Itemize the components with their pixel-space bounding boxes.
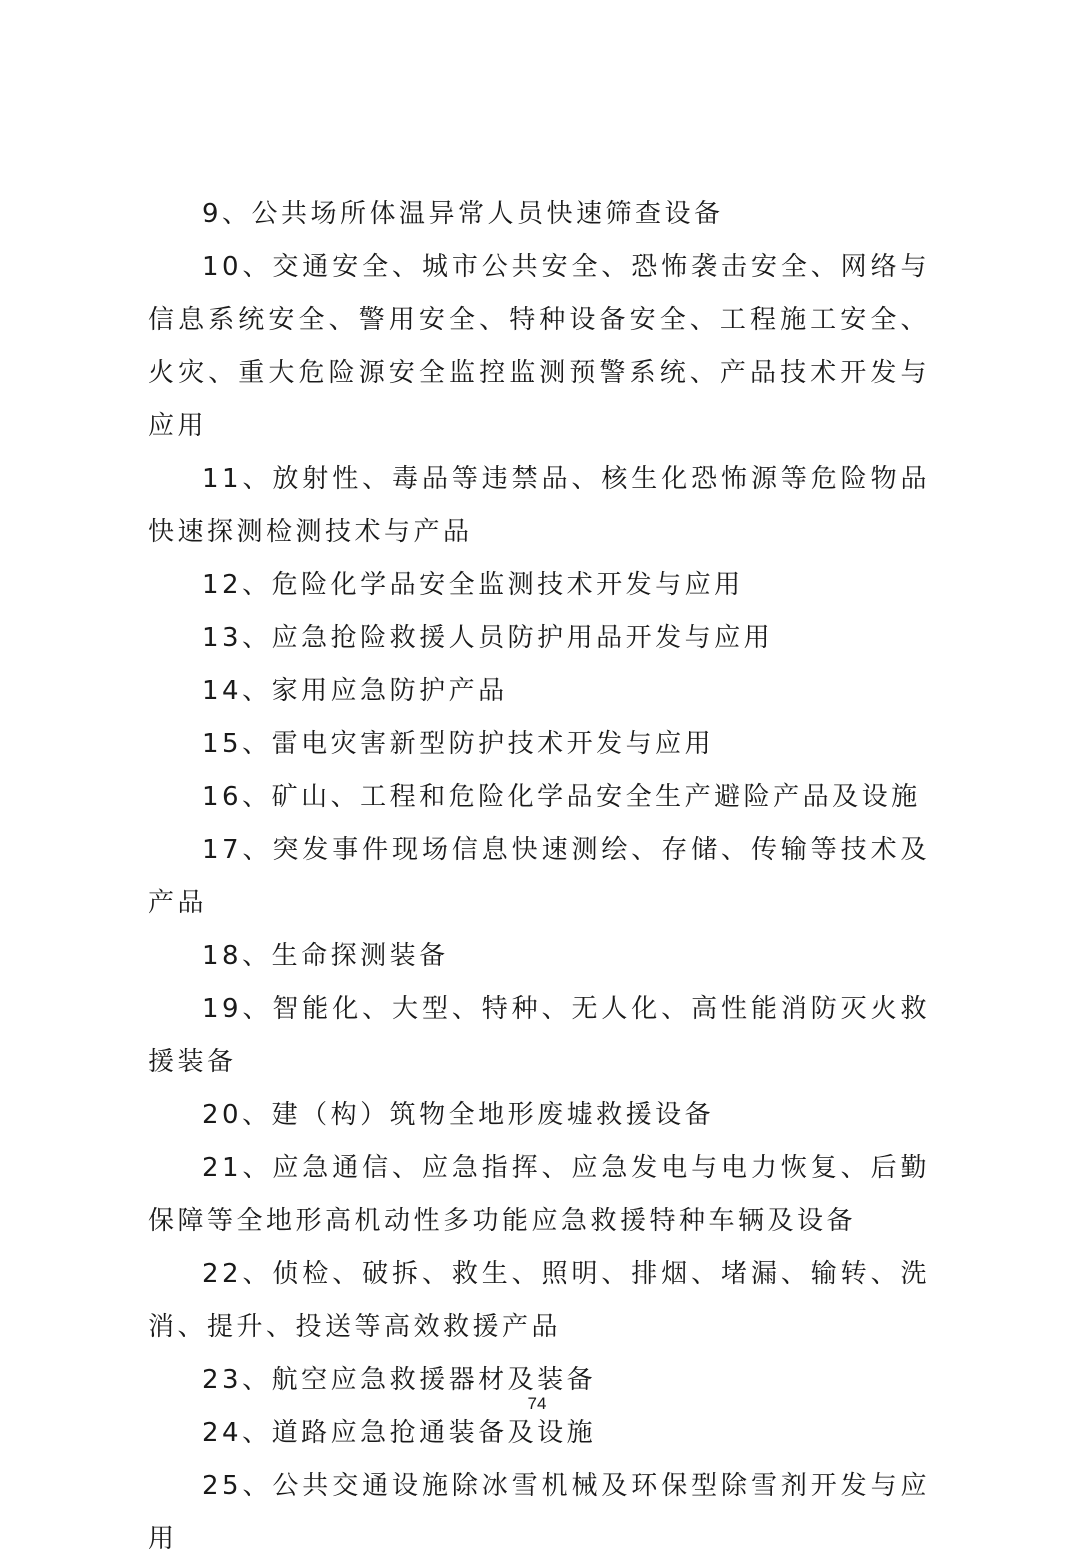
list-item: 17、突发事件现场信息快速测绘、存储、传输等技术及产品: [148, 835, 930, 918]
list-item: 15、雷电灾害新型防护技术开发与应用: [202, 729, 715, 759]
list-item: 24、道路应急抢通装备及设施: [202, 1418, 597, 1448]
list-item: 22、侦检、破拆、救生、照明、排烟、堵漏、输转、洗消、提升、投送等高效救援产品: [148, 1259, 930, 1342]
list-item: 23、航空应急救援器材及装备: [202, 1365, 597, 1395]
list-item: 14、家用应急防护产品: [202, 676, 508, 706]
list-item: 20、建（构）筑物全地形废墟救援设备: [202, 1100, 715, 1130]
list-item: 18、生命探测装备: [202, 941, 449, 971]
list-item: 16、矿山、工程和危险化学品安全生产避险产品及设施: [202, 782, 921, 812]
list-item: 19、智能化、大型、特种、无人化、高性能消防灭火救援装备: [148, 994, 930, 1077]
list-item: 10、交通安全、城市公共安全、恐怖袭击安全、网络与信息系统安全、警用安全、特种设备安全、工程施工安全、火灾、重大危险源安全监控监测预警系统、产品技术开发与应用: [148, 252, 930, 441]
list-item: 12、危险化学品安全监测技术开发与应用: [202, 570, 744, 600]
list-item: 21、应急通信、应急指挥、应急发电与电力恢复、后勤保障等全地形高机动性多功能应急救援特种车辆及设备: [148, 1153, 930, 1236]
list-item: 25、公共交通设施除冰雪机械及环保型除雪剂开发与应用: [148, 1471, 930, 1554]
page-number: 74: [527, 1394, 547, 1413]
list-item: 9、公共场所体温异常人员快速筛查设备: [202, 199, 724, 229]
list-item: 13、应急抢险救援人员防护用品开发与应用: [202, 623, 774, 653]
item-list: [148, 188, 930, 1566]
list-item: 11、放射性、毒品等违禁品、核生化恐怖源等危险物品快速探测检测技术与产品: [148, 464, 930, 547]
